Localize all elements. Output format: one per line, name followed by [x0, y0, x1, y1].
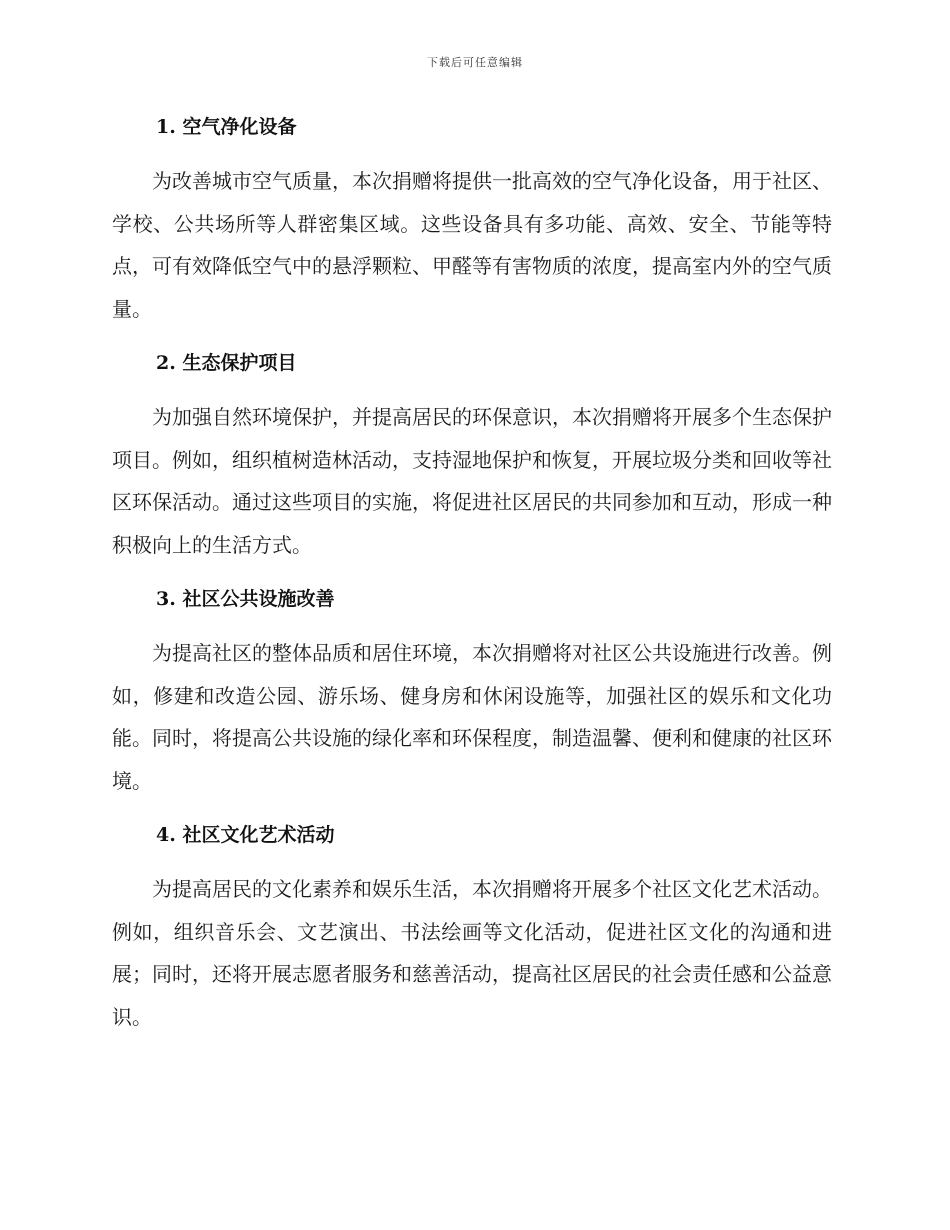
section-heading: 2. 生态保护项目 — [156, 352, 297, 374]
section-air-purification — [112, 112, 832, 330]
section-paragraph: 为提高居民的文化素养和娱乐生活，本次捐赠将开展多个社区文化艺术活动。例如，组织音乐会、文艺演出、书法绘画等文化活动，促进社区文化的沟通和进展；同时，还将开展志愿者服务和慈善活动，提高社区居民的社会责任感和公益意识。 — [112, 877, 832, 1029]
document-body — [112, 112, 832, 1056]
section-heading: 4. 社区文化艺术活动 — [156, 824, 335, 846]
section-ecological-protection — [112, 348, 832, 566]
section-public-facilities — [112, 584, 832, 802]
section-culture-arts — [112, 820, 832, 1038]
section-paragraph: 为改善城市空气质量，本次捐赠将提供一批高效的空气净化设备，用于社区、学校、公共场所等人群密集区域。这些设备具有多功能、高效、安全、节能等特点，可有效降低空气中的悬浮颗粒、甲醛等有害物质的浓度，提高室内外的空气质量。 — [112, 169, 832, 321]
section-paragraph: 为提高社区的整体品质和居住环境，本次捐赠将对社区公共设施进行改善。例如，修建和改造公园、游乐场、健身房和休闲设施等，加强社区的娱乐和文化功能。同时，将提高公共设施的绿化率和环保程度，制造温馨、便利和健康的社区环境。 — [112, 641, 832, 793]
section-heading: 3. 社区公共设施改善 — [156, 588, 335, 610]
section-paragraph: 为加强自然环境保护，并提高居民的环保意识，本次捐赠将开展多个生态保护项目。例如，组织植树造林活动，支持湿地保护和恢复，开展垃圾分类和回收等社区环保活动。通过这些项目的实施，将促进社区居民的共同参加和互动，形成一种积极向上的生活方式。 — [112, 405, 832, 557]
header-note: 下载后可任意编辑 — [427, 56, 523, 69]
section-heading: 1. 空气净化设备 — [156, 116, 297, 138]
